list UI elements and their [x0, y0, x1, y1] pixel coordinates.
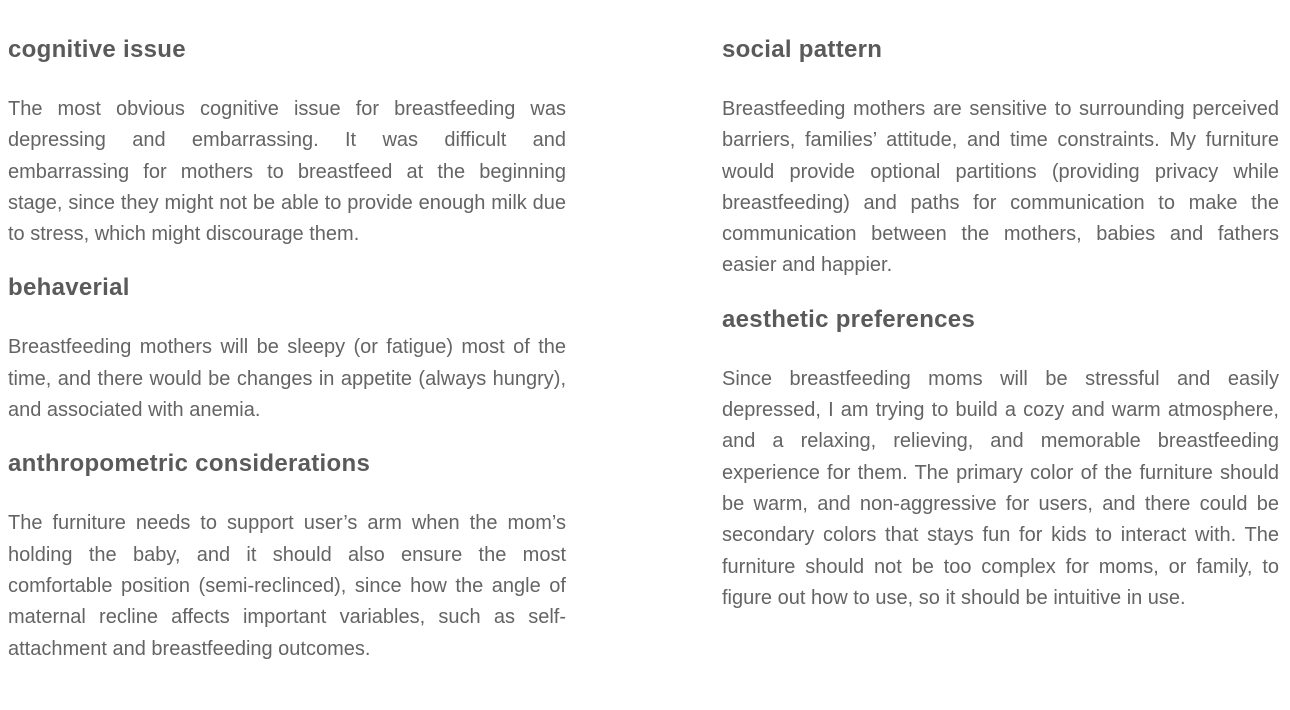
section-body: Since breastfeeding moms will be stressful and easily depressed, I am trying to build a cozy and warm atmosphere, and a relaxing, relieving, and memorable breastfeeding experience for them. The primary color of the furniture should be warm, and non-aggressive for users, and there could be secondary colors that stays fun for kids to interact with. The furniture should not be too complex for moms, or family, to figure out how to use, so it should be intuitive in use.: [722, 367, 1279, 609]
section-aesthetic-preferences: [722, 304, 1279, 614]
section-social-pattern: [722, 34, 1279, 282]
section-body: Breastfeeding mothers will be sleepy (or fatigue) most of the time, and there would be changes in appetite (always hungry), and associated with anemia.: [8, 336, 566, 422]
section-heading: behaverial: [8, 274, 130, 302]
section-cognitive-issue: [8, 34, 566, 250]
section-anthropometric-considerations: [8, 448, 566, 664]
section-heading: cognitive issue: [8, 36, 186, 63]
section-behaverial: [8, 272, 566, 426]
section-heading: anthropometric considerations: [8, 450, 371, 478]
left-column: [8, 34, 566, 687]
right-column: [722, 34, 1279, 636]
section-body: The furniture needs to support user’s arm when the mom’s holding the baby, and it should also ensure the most comfortable position (semi-reclinced), since how the angle of maternal recline affects important variables, such as self-attachment and breastfeeding outcomes.: [8, 512, 566, 660]
section-heading: aesthetic preferences: [722, 305, 976, 333]
section-body: The most obvious cognitive issue for breastfeeding was depressing and embarrassing. It was difficult and embarrassing for mothers to breastfeed at the beginning stage, since they might not be able to provide enough milk due to stress, which might discourage them.: [8, 98, 566, 246]
section-heading: social pattern: [722, 36, 883, 63]
section-body: Breastfeeding mothers are sensitive to surrounding perceived barriers, families’ attitude, and time constraints. My furniture would provide optional partitions (providing privacy while breastfeeding) and paths for communication to make the communication between the mothers, babies and fathers easier and happier.: [722, 98, 1279, 277]
